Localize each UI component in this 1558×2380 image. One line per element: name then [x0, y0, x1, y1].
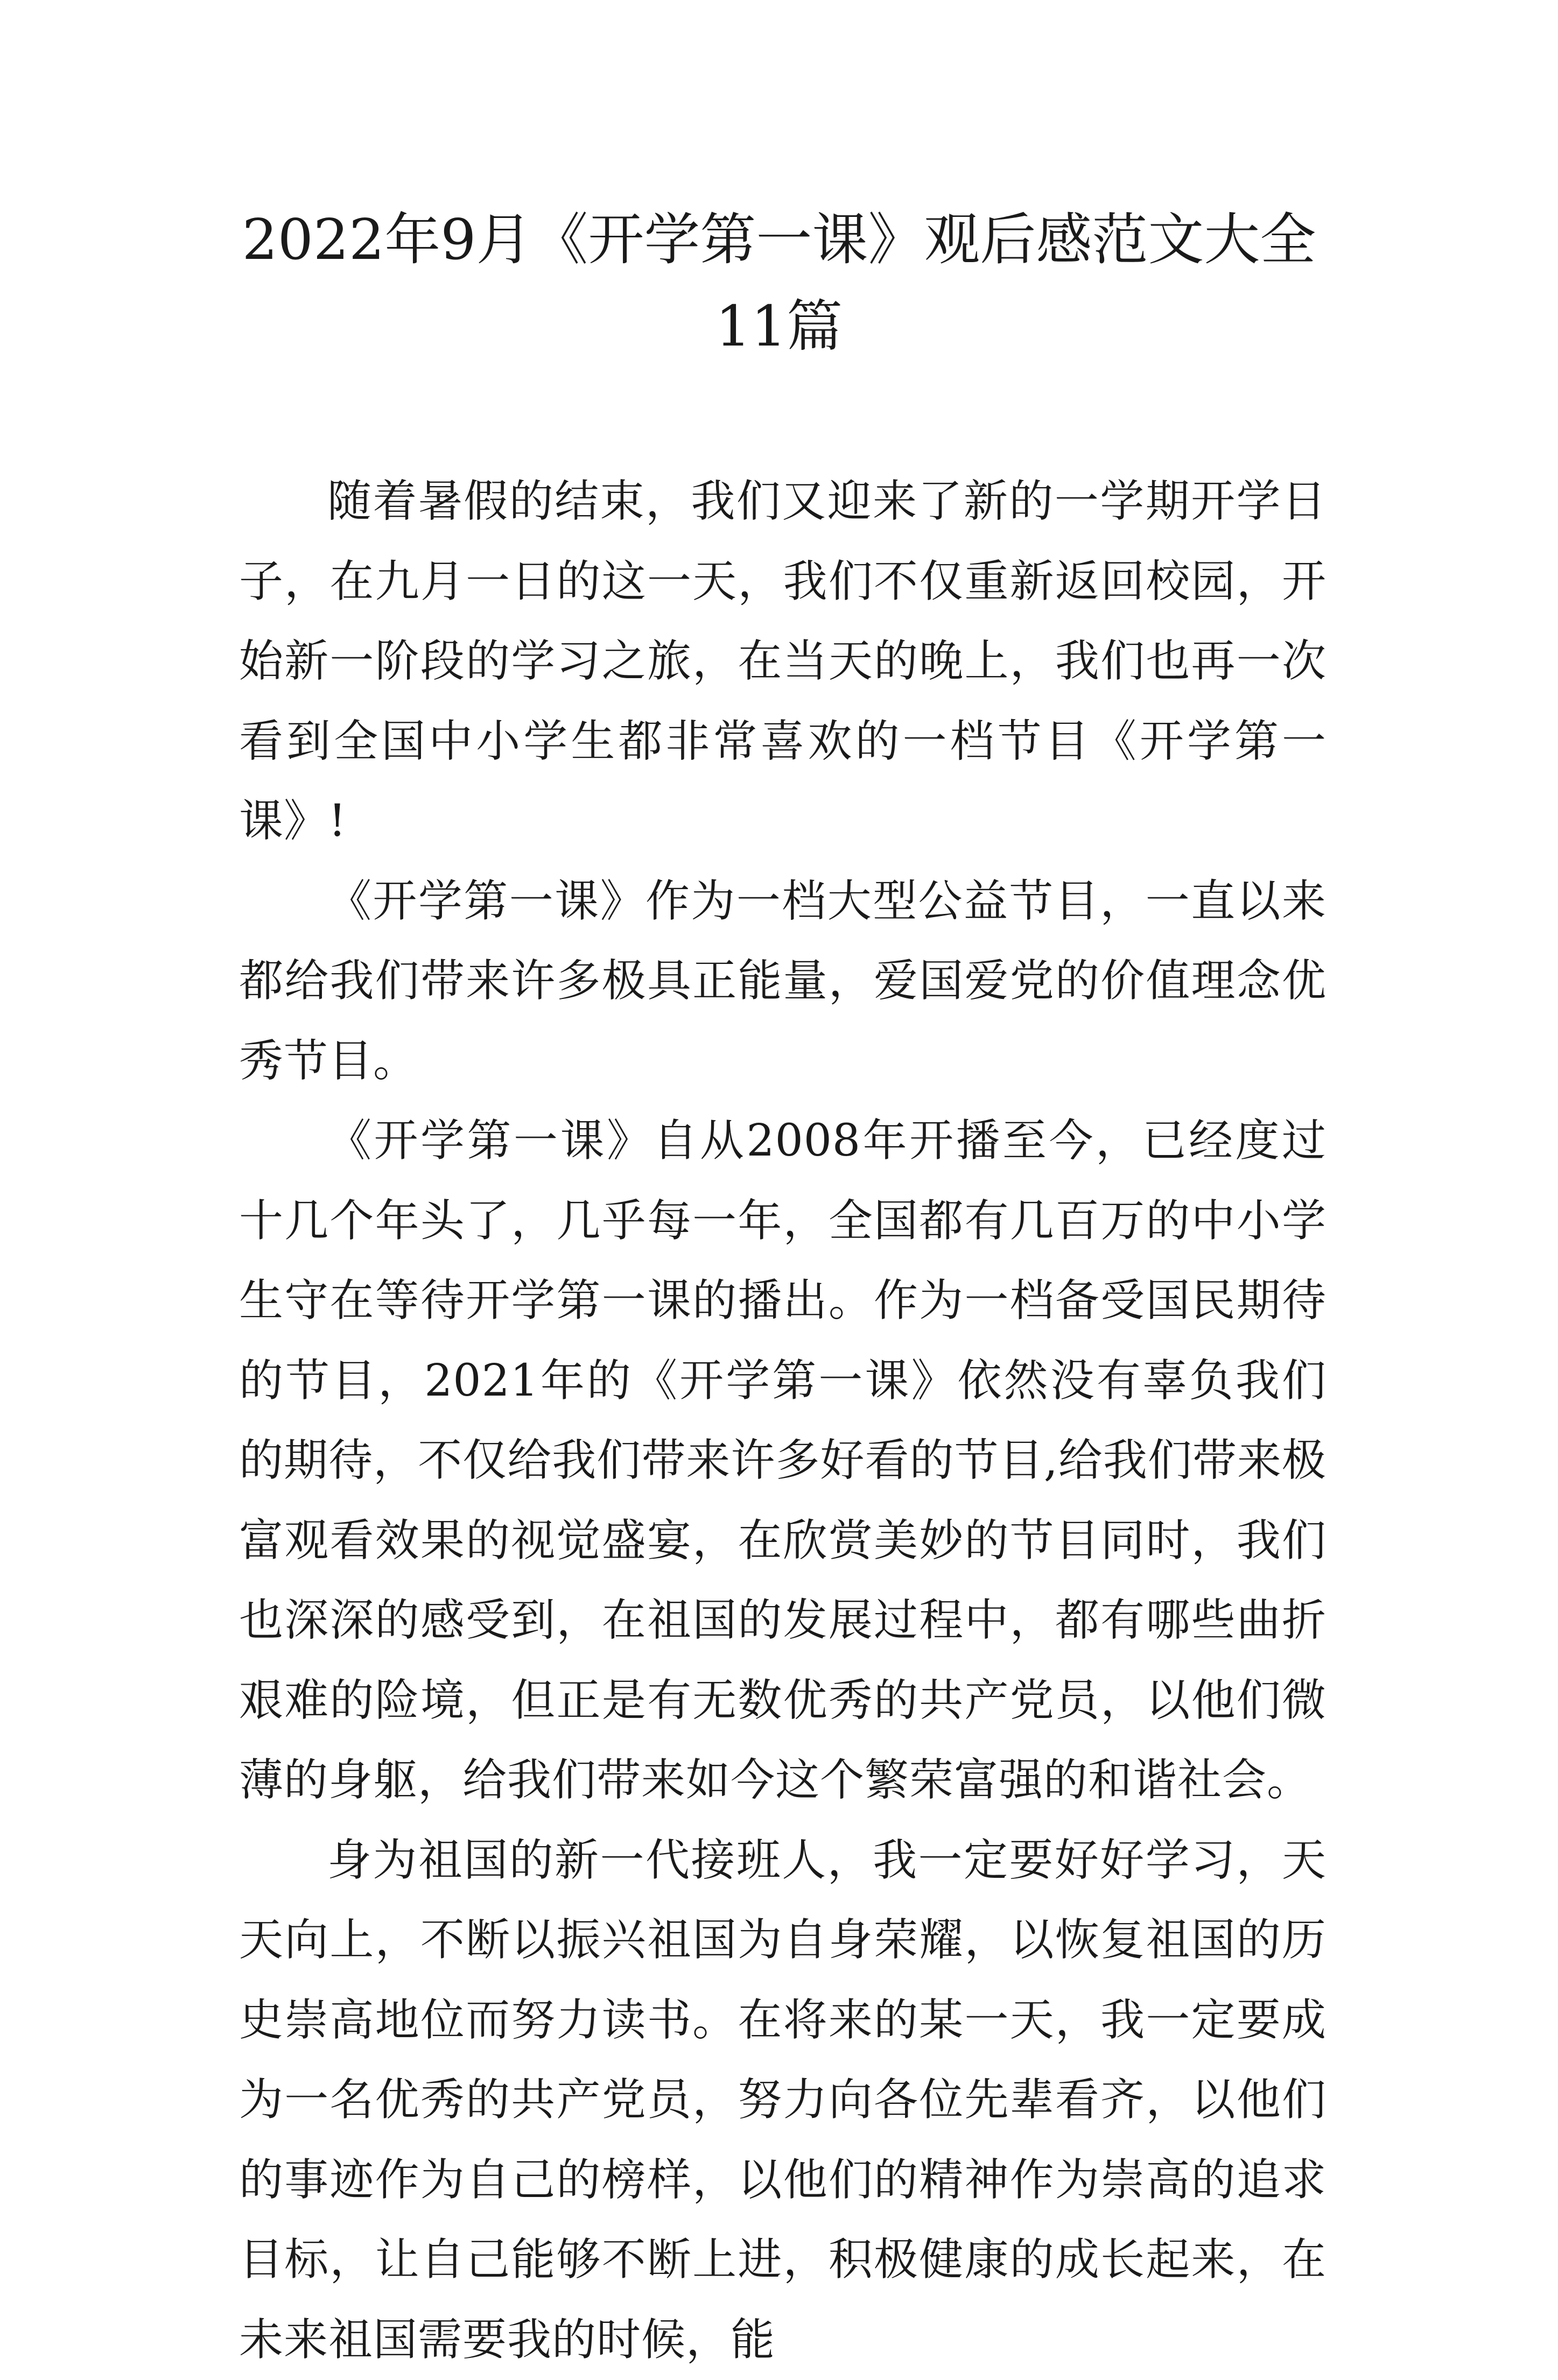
title-line-2: 11篇: [226, 283, 1332, 370]
paragraph-3: 《开学第一课》自从2008年开播至今，已经度过十几个年头了，几乎每一年，全国都有几百万的中小学生守在等待开学第一课的播出。作为一档备受国民期待的节目，2021年的《开学第一课》依然没有辜负我们的期待，不仅给我们带来许多好看的节目,给我们带来极富观看效果的视觉盛宴，在欣赏美妙的节目同时，我们也深深的感受到，在祖国的发展过程中，都有哪些曲折艰难的险境，但正是有无数优秀的共产党员，以他们微薄的身躯，给我们带来如今这个繁荣富强的和谐社会。: [239, 1101, 1327, 1821]
paragraph-4: 身为祖国的新一代接班人，我一定要好好学习，天天向上，不断以振兴祖国为自身荣耀，以恢复祖国的历史崇高地位而努力读书。在将来的某一天，我一定要成为一名优秀的共产党员，努力向各位先辈看齐，以他们的事迹作为自己的榜样，以他们的精神作为崇高的追求目标，让自己能够不断上进，积极健康的成长起来，在未来祖国需要我的时候，能: [239, 1821, 1327, 2380]
paragraph-2: 《开学第一课》作为一档大型公益节目，一直以来都给我们带来许多极具正能量，爱国爱党的价值理念优秀节目。: [239, 862, 1327, 1102]
title-line-1: 2022年9月《开学第一课》观后感范文大全: [226, 196, 1332, 283]
paragraph-1: 随着暑假的结束，我们又迎来了新的一学期开学日子，在九月一日的这一天，我们不仅重新返回校园，开始新一阶段的学习之旅，在当天的晚上，我们也再一次看到全国中小学生都非常喜欢的一档节目《开学第一课》!: [239, 462, 1327, 862]
document-title: [226, 196, 1332, 370]
document-body: [239, 462, 1327, 2380]
